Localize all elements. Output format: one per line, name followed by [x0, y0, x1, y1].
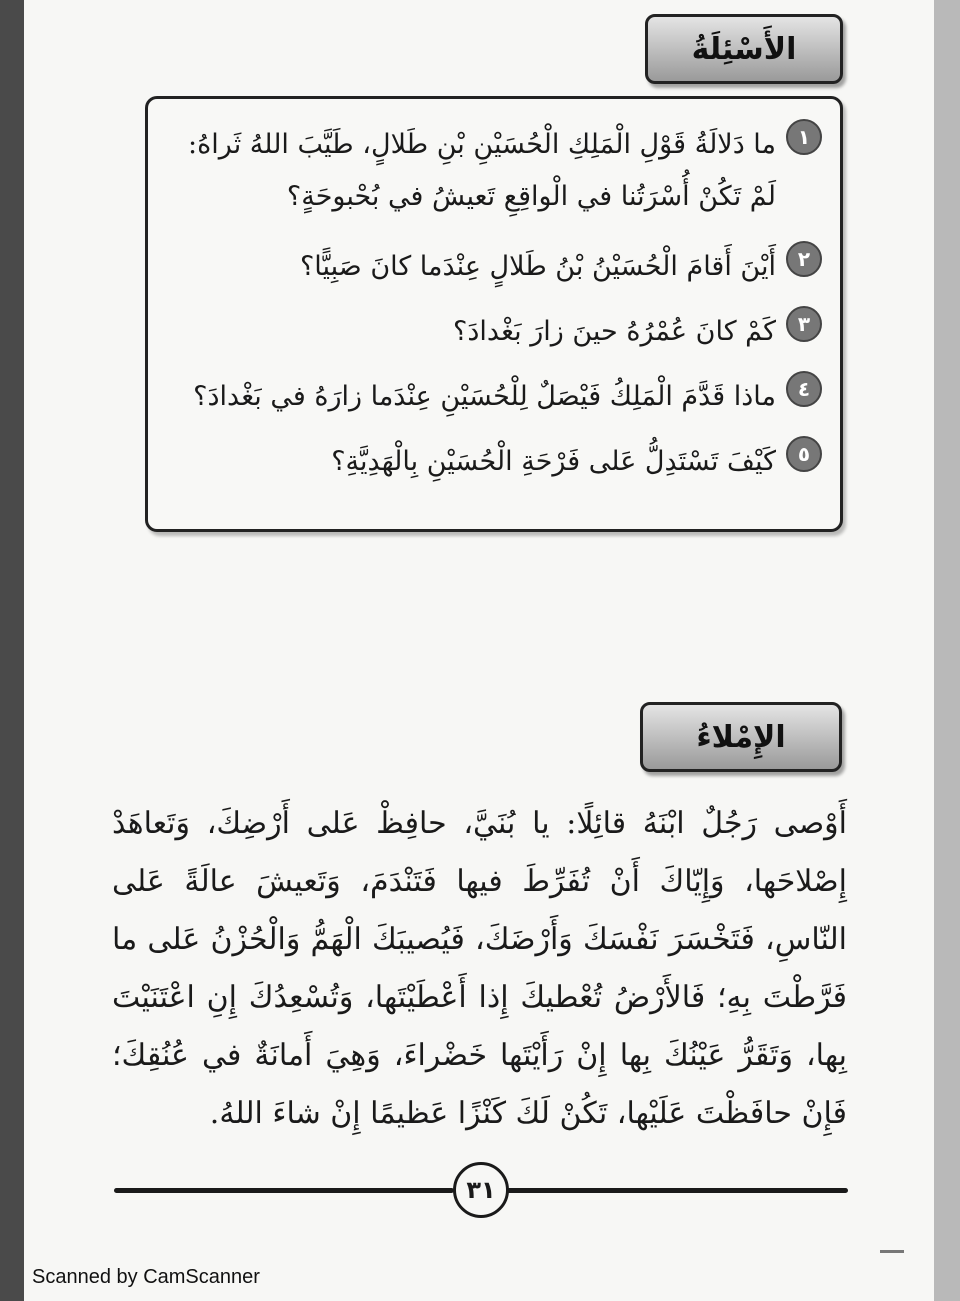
- question-text: كَيْفَ تَسْتَدِلُّ عَلى فَرْحَةِ الْحُسَيْنِ بِالْهَدِيَّةِ؟: [331, 446, 776, 477]
- question-number: ٢: [786, 241, 822, 277]
- left-border-strip: [0, 0, 24, 1301]
- question-number: ٣: [786, 306, 822, 342]
- question-text: ماذا قَدَّمَ الْمَلِكُ فَيْصَلٌ لِلْحُسَيْنِ عِنْدَما زارَهُ في بَغْدادَ؟: [193, 381, 776, 412]
- question-item: [453, 306, 822, 358]
- question-text: أَيْنَ أَقامَ الْحُسَيْنُ بْنُ طَلالٍ عِنْدَما كانَ صَبِيًّا؟: [299, 251, 776, 282]
- footer-rule-right: [503, 1188, 848, 1193]
- dictation-paragraph: أَوْصى رَجُلٌ ابْنَهُ قائِلًا: يا بُنَيَّ، حافِظْ عَلى أَرْضِكَ، وَتَعاهَدْ إِصْلاحَها، وَإِيّاكَ أَنْ تُفَرِّطَ فيها فَتَنْدَمَ، وَتَعيشَ عالَةً عَلى النّاسِ، فَتَخْسَرَ نَفْسَكَ وَأَرْضَكَ، فَيُصيبَكَ الْهَمُّ وَالْحُزْنُ عَلى ما فَرَّطْتَ بِهِ؛ فَالأَرْضُ تُعْطيكَ إِذا أَعْطَيْتَها، وَتُسْعِدُكَ إِنِ اعْتَنَيْتَ بِها، وَتَقَرُّ عَيْنُكَ بِها إِنْ رَأَيْتَها خَضْراءَ، وَهِيَ أَمانَةٌ في عُنُقِكَ؛ فَإِنْ حافَظْتَ عَلَيْها، تَكُنْ لَكَ كَنْزًا عَظيمًا إِنْ شاءَ اللهُ.: [112, 806, 847, 1131]
- question-text: ما دَلالَةُ قَوْلِ الْمَلِكِ الْحُسَيْنِ بْنِ طَلالٍ، طَيَّبَ اللهُ ثَراهُ: لَمْ تَكُنْ أُسْرَتُنا في الْواقِعِ تَعيشُ في بُحْبوحَةٍ؟: [188, 129, 776, 212]
- dictation-heading: الإِمْلاءُ: [696, 719, 786, 755]
- question-item: [300, 241, 822, 293]
- right-border-strip: [934, 0, 960, 1301]
- question-number: ٥: [786, 436, 822, 472]
- question-item: [172, 119, 822, 223]
- question-item: [193, 371, 822, 423]
- margin-mark: [880, 1250, 904, 1253]
- footer-rule-left: [114, 1188, 454, 1193]
- dictation-heading-tab: [640, 702, 842, 772]
- questions-heading-tab: [645, 14, 843, 84]
- question-item: [331, 436, 822, 488]
- questions-box: [145, 96, 843, 532]
- questions-heading: الأَسْئِلَةُ: [691, 31, 797, 67]
- question-number: ١: [786, 119, 822, 155]
- page-number: ٣١: [453, 1162, 509, 1218]
- question-text: كَمْ كانَ عُمْرُهُ حينَ زارَ بَغْدادَ؟: [453, 316, 776, 347]
- scanner-watermark: Scanned by CamScanner: [32, 1266, 260, 1288]
- question-number: ٤: [786, 371, 822, 407]
